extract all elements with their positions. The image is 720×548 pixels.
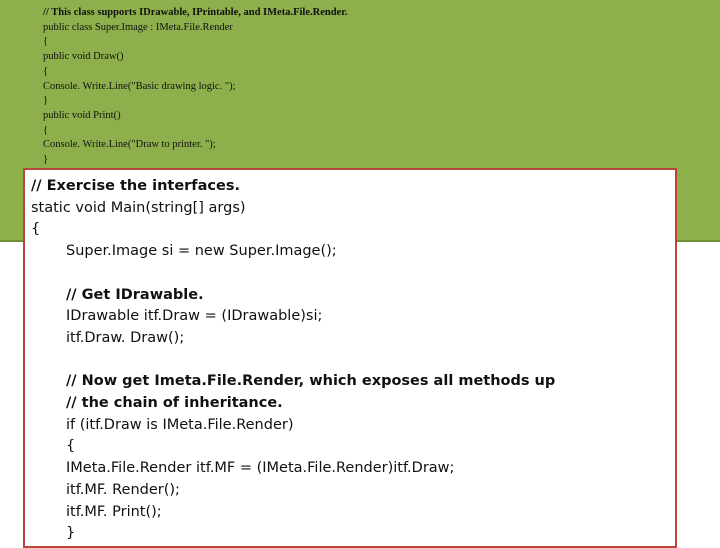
code-line: Console. Write.Line("Basic drawing logic. "); [43, 80, 236, 92]
code-line: IDrawable itf.Draw = (IDrawable)si; [66, 308, 323, 325]
code-line: { [43, 36, 49, 48]
code-line: static void Main(string[] args) [31, 199, 246, 216]
main-code-overlay [23, 168, 677, 548]
code-line: public void Print() [43, 109, 121, 121]
code-comment: // Get IDrawable. [66, 286, 204, 303]
code-line: } [66, 525, 76, 542]
background-code-block [43, 6, 348, 182]
code-line: public class Super.Image : IMeta.File.Render [43, 21, 233, 33]
code-blank-line [31, 263, 555, 285]
code-line: Console. Write.Line("Draw to printer. "); [43, 139, 216, 151]
code-line: IMeta.File.Render itf.MF = (IMeta.File.Render)itf.Draw; [66, 460, 455, 477]
code-line: } [43, 95, 49, 107]
code-line: { [31, 221, 41, 238]
code-line: itf.MF. Render(); [66, 481, 180, 498]
code-line: itf.Draw. Draw(); [66, 329, 185, 346]
code-line: { [43, 124, 49, 136]
code-comment: // This class supports IDrawable, IPrintable, and IMeta.File.Render. [43, 7, 348, 18]
code-line: Super.Image si = new Super.Image(); [66, 243, 337, 260]
code-line: itf.MF. Print(); [66, 503, 162, 520]
code-blank-line [31, 350, 555, 372]
main-code-block [31, 176, 555, 545]
code-comment: // Exercise the interfaces. [31, 178, 240, 194]
code-comment: // Now get Imeta.File.Render, which exposes all methods up [66, 373, 556, 390]
code-line: public void Draw() [43, 51, 124, 63]
code-line: } [43, 154, 49, 166]
code-line: { [66, 438, 76, 455]
code-comment: // the chain of inheritance. [66, 395, 283, 411]
code-line: if (itf.Draw is IMeta.File.Render) [66, 416, 294, 433]
code-line: { [43, 65, 49, 77]
